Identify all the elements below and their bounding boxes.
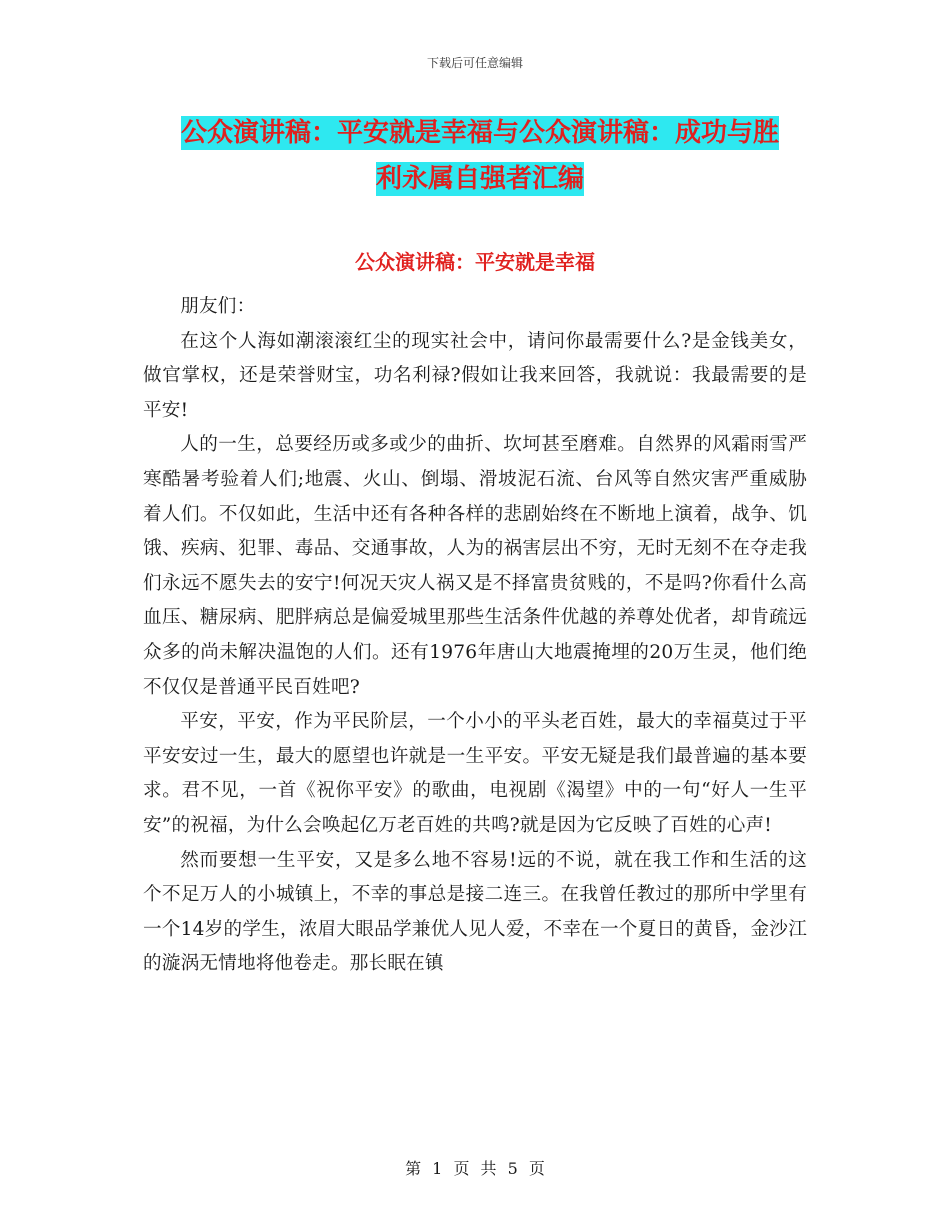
paragraph: 人的一生，总要经历或多或少的曲折、坎坷甚至磨难。自然界的风霜雨雪严寒酷暑考验着人们;地震、火山、倒塌、滑坡泥石流、台风等自然灾害严重威胁着人们。不仅如此，生活中还有各种各样的悲剧始终在不断地上演着，战争、饥饿、疾病、犯罪、毒品、交通事故，人为的祸害层出不穷，无时无刻不在夺走我们永远不愿失去的安宁!何况天灾人祸又是不择富贵贫贱的，不是吗?你看什么高血压、糖尿病、肥胖病总是偏爱城里那些生活条件优越的养尊处优者，却肯疏远众多的尚未解决温饱的人们。还有1976年唐山大地震掩埋的20万生灵，他们绝不仅仅是普通平民百姓吧? xyxy=(143,434,807,698)
paragraph: 在这个人海如潮滚滚红尘的现实社会中，请问你最需要什么?是金钱美女，做官掌权，还是荣誉财宝，功名利禄?假如让我来回答，我就说：我最需要的是平安! xyxy=(143,330,807,421)
section-title: 公众演讲稿：平安就是幸福 xyxy=(355,250,595,274)
page-number: 第 1 页 共 5 页 xyxy=(405,1159,545,1178)
paragraph: 平安，平安，作为平民阶层，一个小小的平头老百姓，最大的幸福莫过于平平安安过一生，最大的愿望也许就是一生平安。平安无疑是我们最普遍的基本要求。君不见，一首《祝你平安》的歌曲，电视剧《渴望》中的一句“好人一生平安”的祝福，为什么会唤起亿万老百姓的共鸣?就是因为它反映了百姓的心声! xyxy=(143,711,807,836)
document-body xyxy=(143,290,807,982)
paragraph-salutation: 朋友们： xyxy=(180,296,256,317)
document-title-line-2: 利永属自强者汇编 xyxy=(375,164,584,194)
document-title xyxy=(140,110,820,202)
page-header-note: 下载后可任意编辑 xyxy=(426,56,523,70)
document-title-line-1: 公众演讲稿：平安就是幸福与公众演讲稿：成功与胜 xyxy=(180,118,779,148)
paragraph: 然而要想一生平安，又是多么地不容易!远的不说，就在我工作和生活的这个不足万人的小城镇上，不幸的事总是接二连三。在我曾任教过的那所中学里有一个14岁的学生，浓眉大眼品学兼优人见人爱，不幸在一个夏日的黄昏，金沙江的漩涡无情地将他卷走。那长眠在镇 xyxy=(143,849,807,975)
